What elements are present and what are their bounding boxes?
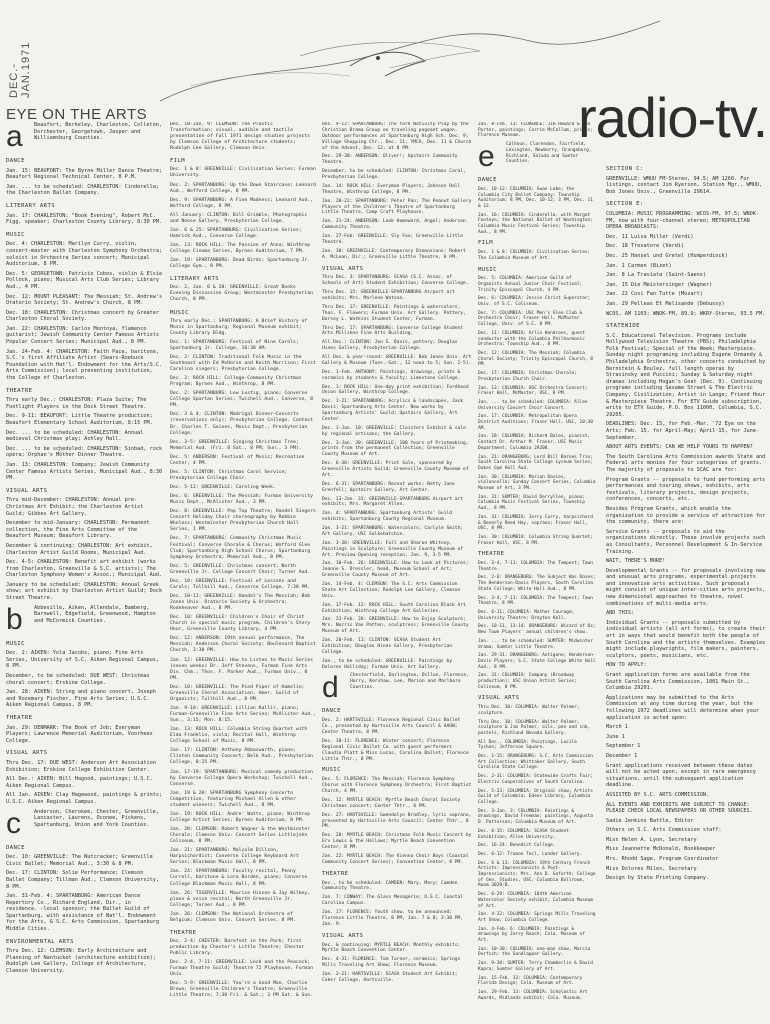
event-listing: WCOS, AM 1103; WNOK-FM, 89.9; WKRY-Stereo, 93.5 FM. (606, 310, 766, 317)
event-listing: All Dec.: AIKEN: Bill Hagood, paintings; U.S.C. Aiken Regional Campus. (6, 776, 153, 789)
section-heading: MUSIC (6, 231, 25, 238)
event-listing: Jan. 4-Feb. 6: COLUMBIA: Paintings & drawings by Jerry Roach; Cola. Museum of Art. (478, 926, 585, 944)
event-listing: Jan. 20-Feb. 11: CLINTON: SCASA Student Art Exhibition; Douglas Hines Gallery, Presbyterian College. (322, 638, 452, 655)
event-listing: AND THIS: (606, 610, 635, 617)
section-heading: MUSIC (478, 266, 497, 273)
column-4 (478, 122, 596, 1004)
event-listing: Miss Helen A. Lyon, Secretary (606, 836, 697, 843)
event-listing: Dec. 13-Jan. 31: GREENVILLE-SPARTANBURG Airport art exhibits; Mrs. Margaret Allen. (322, 496, 464, 508)
event-listing: Jan. 6 & 25: SPARTANBURG: Civilisation Series; Hamrick Aud., Converse College. (170, 227, 302, 239)
event-listing: Grant application forms are available from the South Carolina Arts Commission, 1001 Main St., Columbia 29201. (606, 672, 750, 692)
event-listing: Jan., to be scheduled: GREENVILLE: Paintings by Dolores Halliday; Furman Univ. Art Gallery. (322, 658, 452, 670)
section-heading: VISUAL ARTS (6, 487, 48, 494)
region-block (6, 602, 164, 636)
event-listing: Jan. 30: COLUMBIA: Columbia String Quartet; Fraser Hall, USC, 8 PM. (478, 534, 593, 546)
issue-date: DEC.-JAN.1971 (8, 41, 32, 98)
section-heading: SECTION C: (606, 166, 644, 172)
event-listing: All Dec. & year-round: GREENVILLE: Bob Jones Univ. Art Gallery & Museum (Tues.-Sat., 12 noon to 5; Sun. 2-5). (322, 355, 472, 366)
event-listing: Dec. 27: HARTSVILLE: Gwendolyn Bradley, lyric soprano, presented by Hartsville Arts Council; Center Thtr., 8 PM. (322, 812, 472, 830)
event-listing: Jan. 15 Die Meistersinger (Wagner) (606, 281, 713, 288)
event-listing: December, to be scheduled: DUE WEST: Christmas choral concert; Erskine College. (6, 673, 150, 686)
event-listing: Dec. 2-31: COLUMBIA: Statewide Crafts Fair; Electric Cooperatives of South Carolina. (478, 774, 593, 785)
region-letter: d (322, 671, 339, 705)
event-listing: Jan. 17: COLUMBIA: Metropolitan Opera District Auditions; Fraser Hall, USC, 10:30 AM. (478, 414, 593, 431)
region-counties: Beaufort, Berkeley, Charleston, Colleton, Dorchester, Georgetown, Jasper and Williamsburg Counties. (34, 122, 163, 142)
section-heading: MUSIC (170, 309, 189, 316)
event-listing: Dec. 9-11: BEAUFORT: Little Theatre production; Beaufort Elementary School Auditorium, 8:15 PM. (6, 413, 153, 426)
event-listing: Jan. 3-21: SPARTANBURG: Watercolors; Carlyle Smith; Art Gallery, USC Salkehatchie. (322, 526, 464, 537)
event-listing: Dec. 10: GREENVILLE: Children's Choir of Christ Church in special music program, Children's Story Hour, Greenville County Library, 4 PM. (170, 615, 311, 633)
section-heading: DANCE (478, 177, 497, 184)
event-listing: Dec. 2: ROCK HILL: College-Community Christmas Program; Byrnes Aud., Winthrop, 8 PM. (170, 376, 302, 388)
event-listing: Dec. 10-11, 13-14: ORANGEBURG: Wizard of Oz; New Town Players' annual children's show. (478, 624, 596, 636)
event-listing: Dec. 17: COLUMBIA: Christmas Chorale; Presbyterian Church Choir. (478, 371, 577, 382)
section-heading: THEATRE (322, 870, 349, 877)
event-listing: Design by State Printing Company. (606, 875, 710, 882)
event-listing: Thru early Dec.: SPARTANBURG: A Brief History of Music in Spartanburg; Regional Museum exhibit; County Library Bldg. (170, 318, 308, 336)
event-listing: Jan. 22 Cosi Fan Tutte (Mozart) (606, 291, 703, 298)
event-listing: Dec. 4-31: FLORENCE: Tom Turner, ceramics; Springs Mills Traveling Art Show; Florence Museum. (322, 957, 461, 969)
event-listing: Jan. 4-22: COLUMBIA: Springs Mills Traveling Art Show; Columbia College. (478, 912, 596, 923)
event-listing: Jan. 13: COLUMBIA: USC Orchestra Concert; Fraser Hall, McMaster, USC, 8 PM. (478, 385, 588, 397)
event-listing: Jan. 20: CLEMSON: Robert Wagner & the Westminster Chorale; Clemson Univ. Concert Series Littlejohn Coliseum, 8 PM. (170, 827, 311, 845)
event-listing: GREENVILLE: WMUU FM-Stereo, 94.5; AM 1260. For listings, contact Jim Ryerson, Station Mgr., WMUU, Bob Jones Univ., Greenville 29614. (606, 175, 763, 195)
event-listing: Jan. 24-Feb. 4: CHARLESTON: Faith Pace, baritone, S.C.'s first Affiliate Artist (Sears-Roebuck Foundation with Hat'l. Endowment for the Arts/S.C. Arts Commission); local presenting institution, the College of Charleston. (6, 348, 163, 382)
event-listing: Jan. 26: CLEMSON: The National Orchestra of Belgium; Clemson Univ. Concert Series, 8 PM. (170, 911, 296, 923)
event-listing: S.C. Educational Television. Programs include Hollywood Television Theatre (PBS); Philadelphia Folk Festival; Special of the Week; Masterpiece. Sunday night programing including Eugene Ormandy & Philadelphia Orchestra, other concerts conducted by Bernstein & Boulez, full length operas by Stravinsky and Puccini; Sunday & Saturday night dramas including Hogan's Goat (Dec. 9). Continuing programs including Sesame Street & The Electric Company, Civilization; Artist in Lange; Friend Hour & Masterpiece Theatre. For ETV Guide subscription, write to ETV Guide, P.O. Box 11000, Columbia, S.C. 29205. (606, 332, 766, 418)
event-listing: Jan. 10-Feb. 26: GREENVILLE: How to Look at Pictures; Jeanne S. Dressler, head, Museum School of Art; Greenville County Museum of Art. (322, 561, 469, 579)
event-listing: Dec. 1-15: ORANGEBURG: S.C. Arts Commission Art Collection; Whittaker Gallery, South Carolina State College. (478, 754, 593, 771)
event-listing: Dec. 10-11: FLORENCE: Winter concert; Florence Regional Civic Ballet Co. with guest performers Claudia Platt & Miss Lucas, Carolina Ballet; Florence Little Thtr., 8 PM. (322, 738, 469, 762)
event-listing: December & continuing: CHARLESTON: Art exhibit, Charleston Artist Guild Rooms, Municipal Aud. (6, 542, 153, 556)
event-listing: Jan. 17-Feb. 12: ROCK HILL: South Carolina Black Art Exhibition; Winthrop College Art Galleries. (322, 602, 466, 614)
event-listing: Service Grants -- proposals to aid the organizations directly. These involve projects such as Consultants, Personnel Development & In-Service Training. (606, 528, 766, 555)
event-listing: Jan. 17: CLINTON: Anthony Abbaswarth, piano; Clinton Community Concert; Belk Aud., Presbyterian College, 8:15 PM. (170, 748, 313, 766)
event-listing: Dec. 3-4, 7-11: COLUMBIA: The Tempest; Town Theatre. (478, 561, 593, 572)
event-listing: Thru early Dec.: CHARLESTON: Plaza Suite; The Footlight Players in the Dock Street Theatre. (6, 397, 147, 410)
event-listing: Jan. ... to be scheduled: SUMTER: Midwinter drama; Sumter Little Theatre. (478, 638, 593, 650)
section-heading: DANCE (6, 158, 25, 164)
section-heading: STATEWIDE (606, 323, 640, 330)
region-counties: Anderson, Cherokee, Chester, Greenville, Lancaster, Laurens, Oconee, Pickens, Spartanburg, Union and York Counties. (34, 808, 159, 828)
column-1 (6, 122, 164, 978)
event-listing: All Dec., COLUMBIA: Paintings, Lucile Tychon; Jefferson Square. (478, 739, 577, 751)
event-listing: Dec. 5-23: COLUMBIA: Original show; Artists Guild of Columbia; Edens Library, Columbia College. (478, 788, 593, 805)
event-listing: Dec. 3-Jan. 30: GREENVILLE: 100 Years of Printmaking, prints from the permanent Collection; Greenville County Museum of Art. (322, 440, 469, 458)
event-listing: Dec. ... to be scheduled: CHARLESTON: Annual medieval Christmas play; Ashley Hall. (6, 429, 144, 443)
event-listing: Developmental Grants -- for proposals involving new and unusual arts programs, experimental projects and innovative arts activities. Such proposals might consist of unique inter-cities arts projects, new dimensional approaches to theatre, novel combinations of multi-media arts. (606, 567, 766, 607)
event-listing: Dec. 12: ANDERSON: 19th annual performance, The Messiah; Anderson Choral Society; Boulevard Baptist Church, 3:30 PM. (170, 636, 316, 654)
region-block (6, 122, 164, 152)
event-listing: Mrs. Rhodd Sage, Program Coordinator (606, 856, 719, 863)
section-heading: FILM (478, 240, 494, 247)
region-counties: Chesterfield, Darlington, Dillon, Florence, Horry, Kershaw, Lee, Marion and Marlboro Counties. (350, 673, 469, 691)
event-listing: Dec. 1: ROCK HILL: One-day print exhibition; Fordhood Union Gallery, Winthrop College. (322, 384, 469, 396)
event-listing: Jan. 26: TIGERVILLE: Maurice Hinson & Jay Wilkey, piano & voice recital; North Greenville Jr. College; Turner Aud., 8 PM. (170, 890, 311, 908)
event-listing: Jan. 12: GREENVILLE: How to Listen to Music Series (seven weeks) Dr. Jeff Stevens, Furman Fine Arts Div. Chm.; Thos. F. Parker Aud., Furman Univ., 8 PM. (170, 657, 313, 681)
event-listing: Jan. 13: CHARLESTON: Company; Jewish Community Center Famous Artists Series, Municipal Aud., 8:30 PM. (6, 461, 163, 482)
event-listing: Jan. 4: SPARTANBURG: Spartanburg Artists' Guild exhibits; Spartanburg County Regional Museum. (322, 511, 452, 523)
event-listing: Jan. 16: COLUMBIA: Cinderella, with Margot Fonteyn; the National Ballet of Washington; Columbia Music Festival Series; Township Aud., 8 PM. (478, 212, 593, 235)
event-listing: Dec. 2: HARTSVILLE: Florence Regional Civic Ballet Co., presented by Hartsville Arts Council & AAUW; Center Theatre, 8 PM. (322, 718, 461, 735)
event-listing: Jan. 21: ORANGEBURG: Lord Bill Barnes Trio; South Carolina State College Lyceum Series; Dukes Gym Hall Aud. (478, 454, 593, 471)
region-block (322, 673, 472, 703)
event-listing: Miss Jeannette McDonald, Bookkeeper (606, 846, 716, 853)
event-listing: Dec. 5: ANDERSON: Festival of Music; Recreation Center, 4 PM. (170, 454, 305, 466)
event-listing: Grant applications received between these dates will not be acted upon, except in rare emergency situations, until the subsequent application deadline. (606, 762, 756, 789)
event-listing: Jan. 22: CHARLESTON: Carlos Montoya, flamenco guitarist; Jewish Community Center Famous Artists Popular Concert Series; Municipal Aud., 8 PM. (6, 325, 160, 346)
event-listing: January to be scheduled: CHARLESTON: Annual Greek show; art exhibit by Charleston Artist Guild; Dock Street Theatre. (6, 581, 163, 602)
event-listing: Thru mid-December: CHARLESTON: Annual pre-Christmas Art Exhibit; the Charleston Artist Guild; Gibbes Art Gallery. (6, 497, 144, 517)
section-heading: MUSIC (322, 767, 341, 774)
region-letter: c (6, 806, 21, 840)
event-listing: Thru Dec. 17: GREENVILLE: Paintings & watercolors, Thos. F. Flowers; Furman Univ. Art Gallery. Pottery, Dorsey L. Watkins Student Center, Furman. (322, 304, 466, 322)
event-listing: Jan. 15-Feb. 13: COLUMBIA: Contemporary Florida Design; Cola. Museum of Art. (478, 975, 583, 987)
column-5 (606, 160, 766, 885)
event-listing: Dec. 12: MOUNT PLEASANT: The Messiah; St. Andrew's Oratorio Society; St. Andrew's Church, 8 PM. (6, 293, 163, 307)
event-listing: Jan. 31: SUMTER: David Derryllen, piano; Columbia Music Festival Series, Township Aud., 8 PM. (478, 494, 585, 512)
column-2 (170, 122, 318, 1003)
event-listing: Applications may be submitted to the Arts Commission at any time during the year, but the following 1972 deadlines will determine when your application is acted upon: (606, 694, 760, 721)
event-listing: Jan. 29-31: ORANGEBURG: Antigone; Henderson-Davis Players; S.C. State College White Hall Aud., 8 PM. (478, 653, 596, 670)
event-listing: The South Carolina Arts Commission awards State and Federal arts monies for four categories of grants. The majority of proposals to SCAC are for: (606, 453, 766, 473)
section-heading: VISUAL ARTS (478, 695, 520, 702)
event-listing: All January: CLINTON: Bill Grimble, Photographic and Noose Gallery, Presbyterian College. (170, 212, 308, 224)
section-heading: VISUAL ARTS (6, 750, 48, 757)
section-heading: DANCE (6, 844, 25, 851)
event-listing: Dec. 5: GREENVILLE: Christmas concert; North Greenville Jr. College Concert Choir; Turner Aud. (170, 563, 311, 575)
event-listing: Dec. 9: SPARTANBURG: A Fine Madness; Leonard Aud., Wofford College, 8 PM. (170, 197, 313, 209)
event-listing: Program Grants -- proposals to fund performing arts performances and touring shows, exhibits, arts festivals, literary projects, design projects, conferences, concerts, etc. (606, 476, 766, 503)
event-listing: Dec. 2, Jan. 6 & 20: GREENVILLE: Great Books Evening Discussion Group; Westminster Presbyterian Church, 8 PM. (170, 285, 313, 303)
event-listing: Jan. ... to be scheduled: CHARLESTON: Cinderella; the Charleston Ballet Company. (6, 183, 160, 197)
region-counties: Abbeville, Aiken, Allendale, Bamberg, Barnwell, Edgefield, Greenwood, Hampton and McCormick Counties. (34, 604, 156, 624)
event-listing: Dec. 12: COLUMBIA: The Messiah; Columbia Choral Society; Trinity Episcopal Church, 8 PM. (478, 350, 593, 368)
event-listing: Jan. 10-30: COLUMBIA: one-man show, Marcia Durfsch; the Sandlapper Gallery. (478, 946, 591, 958)
region-block (6, 806, 164, 840)
section-heading: FILM (170, 158, 186, 165)
masthead-title: EYE ON THE ARTS (6, 106, 148, 123)
event-listing: Dec. 1-Jan. 10: GREENVILLE: Cloisters Exhibit & sale by regional artisans; the Gallery. (322, 425, 466, 437)
event-listing: June 1 (606, 733, 625, 740)
event-listing: Jan. 19 & 20: SPARTANBURG Symphony Concerto Competition, featuring Michael Allen & other student winners; Twichell Aud., 8 PM. (170, 790, 296, 808)
event-listing: Jan. 22: MYRTLE BEACH: The Vienna Choir Boys (Coastal Community Concert Series); Convention Center, 8 PM. (322, 853, 469, 865)
event-listing: Dec. 11: COLUMBIA: Arlin Hendrons, guest conductor with the Columbia Philharmonic Orchestra; Township Aud., 8 PM. (478, 330, 585, 348)
event-listing: Dec. 7: COLUMBIA: USC Men's Glee Club & Orchestra Choir; Fraser Hall, McMaster College, Univ. of S.C. 8 PM. (478, 310, 583, 328)
event-listing: Individual Grants -- proposals submitted by individual artists (all art forms), to create their art in ways that would benefit both the people of South Carolina and the artists themselves. Examples might include playwrights, film makers, painters, sculptors, poets, musicians, etc. (606, 619, 766, 659)
event-listing: Dec. ... to be scheduled: CHARLESTON: Sinbad, rock opera; Orphan's Mother Dinner Theatre. (6, 445, 163, 459)
event-listing: Jan. 27-Feb: GREENVILLE: Sly Fox; Greenville Little Theatre. (322, 234, 464, 245)
event-listing: Jan. 18: COLUMBIA: Richard Bales, pianist, Contact Dr. Arthur M. Fraser, USC Music Department, Columbia 29208. (478, 434, 591, 451)
event-listing: ALL EVENTS AND EXHIBITS ARE SUBJECT TO CHANGE: PLEASE CHECK LOCAL NEWSPAPERS OR OTHER SOURCES. (606, 801, 753, 815)
event-listing: Jan. 19: ROCK HILL: Andre' Watts, piano; Winthrop College Artist Series; Byrnes Auditorium, 8 PM. (170, 811, 311, 823)
event-listing: Dec. 5: FLORENCE: The Messiah; Florence Symphony Chorus with Florence Symphony Orchestra; First Baptist Church, 4 PM. (322, 777, 472, 794)
event-listing: December, to be scheduled: CLINTON: Christmas Carol, Presbyterian College. (322, 169, 466, 180)
region-letter: b (6, 602, 23, 636)
event-listing: Jan. 20-22: SPARTANBURG: Peter Pan; The Peanut Gallery Players of the Children's Theatre of Spartanburg Little Theatre, Camp Croft Playhouse. (322, 198, 472, 216)
event-listing: Dec. 10: GREENVILLE: Festival of Lessons and Carols; Tullhill Aud., Converse College, 7:30 PM. (170, 578, 311, 590)
region-letter: a (6, 122, 23, 153)
event-listing: Dec. 5-12: GREENVILLE: Caroling Week. (170, 485, 276, 490)
event-listing: Dec. 1 & 8: GREENVILLE: Civilisation Series; Furman University. (170, 167, 316, 179)
event-listing: Dec. 8: GREENVILLE: Pop Top Theatre; Handel Singers Concert Holiday Choir choreography by Robbie Wholess; Westminster Presbyterian Church Hall Series, 1 PM. (170, 509, 316, 533)
section-heading: VISUAL ARTS (322, 265, 364, 272)
event-listing: Dec. 5: CLINTON: Christmas Carol Service; Presbyterian College Choir. (170, 469, 288, 481)
section-heading: THEATRE (6, 715, 33, 721)
event-listing: March 1 (606, 724, 628, 731)
event-listing: Jan. 21: SPARTANBURG: Malcolm Dillson, Harpsichordist; Converse College Keyboard Art Series; Blackman Music Hall, 8 PM. (170, 848, 299, 866)
event-listing: Jan. 9-10: GREENVILLE: Lillian Kallir, piano; Furman-Greenville Fine Arts Series; McAlister Aud., Sun., 3:15; Mon. 8:15. (170, 705, 316, 724)
event-listing: Dec. 6-12: Trumon Tecl, Lander Gallery. (478, 851, 583, 857)
event-listing: Jan. 28: AIKEN: String and piano concert, Joseph and Rosemary Fischer, Fine Arts Series; U.S.C. Aiken Regional Campus, 8 PM. (6, 689, 156, 709)
event-listing: Thru Dec. 12: CLEMSON: Early Architecture and Planning of Nantucket (architecture exhibition); Rudolph Lee Gallery, College of Architecture, Clemson University. (6, 948, 156, 975)
event-listing: Dec. 7: SPARTANBURG: Community Christmas Music Festival; Converse Chorale & Chorus; Wofford Glee Club; Spartanburg High School Chorus; Spartanburg Symphony Orchestra; Memorial Aud., 8 PM. (170, 536, 311, 560)
event-listing: DEADLINES: Dec. 15, for Feb.-Mar. '72 Eye on the Arts; Feb. 15, for April-May; April 15, for June-September. (606, 421, 760, 441)
section-heading: DANCE (322, 708, 341, 715)
event-listing: Dec. 5-9: GREENVILLE: You're a Good Man, Charlie Brown; Greenville Children's Theatre; Greenville Little Theatre; 7:30 Fri. & Sat.; 3 PM Sat. & Sun. (170, 981, 313, 999)
event-listing: Dec. 2: AIKEN: Yola Jacobs, piano; Fine Arts Series, University of S.C. Aiken Regional Campus, 8 PM. (6, 650, 160, 670)
event-listing: Besides Program Grants, which enable the organization to provide a service of attraction for the community, there are: (606, 505, 766, 526)
event-listing: Thru Dec. 30: COLUMBIA: Walter Palmer, sculpture & Jim Palmer, oils, pen and ink, pastels, Richland Nevada Gallery. (478, 719, 591, 736)
region-letter: e (478, 140, 495, 174)
event-listing: Dec. 18: CHARLESTON: Christmas concert by Greater Charleston Choral Society. (6, 309, 160, 323)
event-listing: Dec. 6-11: COLUMBIA: Mother Courage; University Theatre; Drayton Hall. (478, 610, 575, 621)
event-listing: Dec. 3-4, 7-11: COLUMBIA: The Tempest; Town Theatre, 8 PM. (478, 595, 593, 607)
event-listing: Jan. 23-Feb. 26: GREENVILLE: How to Enjoy Sculpture; Mrs. Norris Van Patten, sculptress; Greenville County Museum of Art. (322, 617, 469, 635)
event-listing: Jan. 3-21: HARTSVILLE: SCASA Student Art Exhibit; Coker College, Hartsville. (322, 972, 458, 983)
section-heading: SECTION E: (606, 201, 644, 208)
event-listing: Jan. 7: CONWAY: The Glass Menagerie; U.S.C. Coastal Carolina Campus. (322, 895, 464, 907)
event-listing: Dec. 1 & 8: COLUMBIA: Civilisation Series; The Columbia Museum of Art. (478, 250, 591, 261)
event-listing: Dec. 5: COLUMBIA: American Guild of Organists Annual Junior Choir Festival; Trinity Episcopal Church, 4 PM. (478, 276, 583, 293)
event-listing: ABOUT ARTS EVENTS: CAN WE HELP YOURS TO HAPPEN? (606, 444, 753, 451)
section-heading: ENVIRONMENTAL ARTS (6, 938, 74, 945)
event-listing: Dec. & continuing: MYRTLE BEACH: Monthly exhibits; Myrtle Beach Convention Center. (322, 942, 461, 954)
event-listing: Dec. 4: CHARLESTON: Marilyn Curry, violin, concert-master with Charleston Symphony Orchestra; soloist in Orchestra Series concert; Municipal Auditorium, 8 PM. (6, 241, 163, 268)
event-listing: Dec. 29-30: ANDERSON: Oliver!; Upstairs Community Theatre. (322, 154, 458, 166)
event-listing: Sadie Jenkins Battle, Editor (606, 817, 694, 824)
event-listing: Jan. 1 Carmen (Bizet) (606, 262, 672, 269)
event-listing: Dec. 11 Luisa Miller (Verdi) (606, 233, 694, 240)
region-block (478, 142, 596, 172)
event-listing: Jan. 29-Feb. 13: COLUMBIA: Scholastic Art Awards, Midlands exhibit; Cola. Museum. (478, 989, 588, 1001)
event-listing: Jan. 8 La Traviata (Saint-Saens) (606, 272, 706, 279)
event-listing: Dec. 6-29: COLUMBIA: 104th American Watercolor Society exhibit; Columbia Museum of Art. (478, 892, 593, 909)
event-listing: Dec. 2-6: ORANGEBURG: The Subject Was Roses; The Henderson-Davis Players, South Carolina State College; White Hall Aud., 8 PM. (478, 575, 596, 592)
section-heading: VISUAL ARTS (322, 932, 364, 939)
event-listing: Thru Dec. 15: GREENVILLE-SPARTANBURG Airport art exhibits; Mrs. Marlene Watson. (322, 290, 455, 301)
event-listing: Thru Dec. 3: SPARTANBURG: SCASA (S.C. Assoc. of Schools of Art) Student Exhibition; Converse College. (322, 275, 469, 287)
event-listing: Jan. 19: SPARTANBURG: Dead Birds; Spartanburg Jr. College Gym., 8 PM. (170, 258, 311, 270)
event-listing: All Jan. AIKEN: Clay Hagewood, paintings & prints; U.S.C. Aiken Regional Campus. (6, 792, 163, 805)
event-listing: Dec. 18 Trovatore (Verdi) (606, 243, 685, 250)
section-heading: LITERARY ARTS (6, 202, 55, 209)
event-listing: Jan. 9-30: SUMTER: Terry Chamberlin & David Kapra; Sumter Gallery of Art. (478, 961, 593, 972)
event-listing: Thru Dec. 17: SPARTANBURG: Converse College Student Arts Milliken Fine Arts Building. (322, 325, 464, 337)
event-listing: Jan. 29 Pelleas Et Melisande (Debussy) (606, 300, 725, 307)
event-listing: Dec. 6-15: COLUMBIA: SCASA Student Exhibition; Allen University. (478, 828, 569, 840)
section-heading: THEATRE (478, 551, 505, 558)
event-listing: Dec. 2: SPARTANBURG: Up the Down Staircase; Leonard Aud., Wofford College, 8 PM. (170, 182, 316, 194)
event-listing: Dec. 9-12: SPARTANBURG: The York Nativity Play by the Christian Drama Group on traveling pageant wagon. Outdoor performances at Spartanburg High Sch. Dec. 9; Village Shopping Ctr., Dec. 11; YMCA, Dec. 11 & Church of the Advent, Dec. 12, at 8 PM. (322, 122, 472, 151)
event-listing: Dec. 6: GREENVILLE: The Messiah; Furman University Music Dept., McAlister Aud., 3 PM. (170, 494, 313, 506)
event-listing: All Dec.: CLINTON: Jon S. Davis, pottery; Douglas Hines Gallery, Presbyterian College. (322, 340, 458, 352)
event-listing: Dec. 2-4: CHESTER: Barefoot in the Park; first production by Chester's Little Theatre; Chester Public Library. (170, 938, 305, 957)
event-listing: Jan. 14: ROCK HILL: Everyman Players; Johnson Hall Theatre, Winthrop College, 8 PM. (322, 183, 461, 195)
section-heading: THEATRE (6, 387, 33, 394)
event-listing: Jan. 31-Feb. 4: SPARTANBURG: American Dance Repertory Co., Richard England, Dir., in residence. -local sponsor, the Ballet Guild of Spartanburg, with assistance of Nat'l. Endowment for the Arts, & S.C. Arts Commission, Spartanburg Middle Cities. (6, 893, 160, 933)
event-listing: Dec. 25 Hansel und Gretel (Humperdinck) (606, 252, 728, 259)
event-listing: Dec. 10: GREENVILLE: The Pied Piper of Hamelin; Greenville Choral Association, Amer. Guild of Organists; Tullhill Aud., 8 PM. (170, 684, 305, 702)
event-listing: Jan. 30: COLUMBIA: Marian Davies, violoncello; Sunday Concert Series, Columbia Museum of Art, 3 PM. (478, 474, 596, 492)
event-listing: Jan. 17: FLORENCE: Youth show, to be announced; Florence Little Theatre, 8 PM, Jan. 7 & 8; 3:30 PM, Jan. 9. (322, 910, 464, 927)
event-listing: Jan. 21-24: ANDERSON: Look Homeward, Angel; Anderson Community Theatre. (322, 219, 466, 231)
event-listing: Dec. 4-5: CHARLESTON: Benefit art exhibit (works from Charleston, Greenville & S.C. artists); The Charleston Symphony Women's Assoc.; Municipal Aud. (6, 559, 163, 579)
event-listing: Dec. 17: CLINTON: Solie Performance; Clemson Ballet Company; Tillman Aud., Clemson University, 8 PM. (6, 870, 160, 890)
event-listing: Jan. 13: ROCK HILL: Columbia String Quartet with Elda Franklin, viola; Recital Hall, Winthrop College School of Music, 8 PM. (170, 727, 308, 745)
event-listing: Dec. 16-24: Benedict College. (478, 843, 556, 849)
event-listing: Jan. 15: BEAUFORT: The Byrne Miller Dance Theatre; Beaufort Regional Technical Center, 8 P.M. (6, 167, 163, 181)
event-listing: Dec. 20: MYRTLE BEACH: Christmas Folk Music Concert by Erv Lewis & the Hallows; Myrtle Beach Convention Center, 8 PM. (322, 833, 472, 850)
event-listing: ASSISTED BY S.C. ARTS COMMISSION. (606, 791, 710, 798)
event-listing: Dec. 5: GEORGETOWN: Patricio Cobos, violin & Elsie Pollock, piano; Musical Arts Club Series; Library Aud., 4 PM. (6, 270, 163, 290)
event-listing: Dec. 10: GREENVILLE: The Nutcracker; Greenville Civic Ballet; Memorial Aud., 3:30 & 8 PM. (6, 854, 153, 867)
event-listing: Thru Dec. 17: DUE WEST: Anderson Art Association Exhibition; Erskine College Exhibition Center. (6, 759, 156, 773)
event-listing: September 1 (606, 743, 641, 750)
event-listing: December 1 (606, 752, 638, 759)
event-listing: Jan. 14-Feb. 4: CLEMSON: The S.C. Arts Commission State Art Collection; Rudolph Lee Gallery, Clemson Univ. (322, 582, 461, 599)
event-listing: Jan. 13: ROCK HILL: The Passion of Anna; Winthrop College Cinema Series, Byrnes Auditorium, 7 PM. (170, 243, 311, 255)
event-listing: Jan. ... to be scheduled: COLUMBIA: Allen University Concert Choir Concert. (478, 399, 588, 411)
section-heading: THEATRE (170, 929, 197, 936)
event-listing: Jan. 17: CHARLESTON: "Book Evening", Robert McC. Figg, speaker; Charleston County Library, 8:30 PM. (6, 212, 163, 226)
event-listing: Dec., to be scheduled: CAMDEN: Mary, Mary; Camden Community Theatre. (322, 880, 458, 892)
event-listing: Miss Dolores Miles, Secretary (606, 865, 697, 872)
event-listing: Dec. 10-12: COLUMBIA: Swan Lake; the Columbia City Ballet Company; Township Auditorium; 8 PM, Dec. 10-12; 3 PM, Dec. 11 & 12. (478, 186, 593, 209)
event-listing: COLUMBIA: MUSIC PROGRAMMING: WCOS-FM, 97.5; WNOK-FM, now with four-channel stereo; METROPOLITAN OPERA BROADCASTS: (606, 210, 760, 231)
event-listing: Dec. 3-5: GREENVILLE: Singing Christmas Tree; Memorial Aud. (Fri. 8 Sat., 8 PM; Sun., 3 PM). (170, 439, 302, 451)
event-listing: Dec. 2-4, 7-11: GREENVILLE: Lock and the Peacock; Furman Theatre Guild; Theatre 72 Playhouse, Furman Univ. (170, 960, 313, 978)
event-listing: Dec. 6: COLUMBIA: Jessie Christ Superstar; Univ. of S.C. Coliseum. (478, 296, 591, 308)
event-listing: Jan. 31: COLUMBIA: Jerry Curry, harpsichord & Beverly Reed Hay, soprano; Fraser Hall, USC, 8 PM. (478, 514, 593, 532)
column-3 (322, 122, 472, 987)
event-listing: Dec. 1-Feb. ANTHONY: Paintings, drawings, prints & ceramics by students & faculty; Limestone College. (322, 369, 461, 381)
event-listing: Jan. 3-30: GREENVILLE: Fall and Sharon Whitney, Paintings in Sculpture; Greenville County Museum of Art. Preview Opening reception, Jan. 9, 3-5 PM. (322, 540, 464, 558)
event-listing: Thru Dec. 30: COLUMBIA: Walter Palmer, sculpture. (478, 705, 580, 716)
event-listing: Dec. 1: SPARTANBURG: Festival of Nine Carols; Spartanburg Jr. College, 10:30 AM. (170, 339, 299, 351)
event-listing: Dec. 6-31: SPARTANBURG: Recent works; Betty Jane Grenfell; Upstairs Gallery, Art Center. (322, 481, 455, 493)
event-listing: Dec. 3 & 4: CLINTON: Madrigal Dinner—Concerts (reservations only); Presbyterian College. Contact Dr. Charles T. Gaines, Music Dept., Presbyterian College. (170, 412, 313, 436)
section-heading: LITERARY ARTS (170, 276, 219, 283)
event-listing: Others on S.C. Arts Commission staff: (606, 827, 722, 834)
event-listing: Jan. 17-19: SPARTANBURG: Musical comedy production by Converse College Opera Workshop; Twichell Aud., Converse. (170, 769, 313, 787)
event-listing: Dec. 2: SPARTANBURG: Lew Lustig, piano; Converse College Spartan Series; Twichell Aud., Converse, 8 PM. (170, 391, 313, 409)
section-heading: MUSIC (6, 640, 25, 647)
event-listing: Dec. 3-Jan. 3: COLUMBIA: Paintings & drawings, David Freeman; paintings, Augusta D. Patterson; Columbia Museum of Art. (478, 808, 593, 826)
event-listing: Jan. 30: GREENVILLE: Contemporary Dimensions: Robert A. McLean, Dir.; Greenville Little Theatre, 8 PM. (322, 248, 466, 260)
event-listing: Dec. 6-30: GREENVILLE: Print Sale, sponsored by Greenville Artists Guild; Greenville County Museum of Art. (322, 461, 469, 478)
event-listing: Dec. 6 & 13: COLUMBIA: 19th Century French Artists: Impressionists & Post-Impressionists; Mrs. Ann D. Goforth; College of Gen. Studies, USC, Columbia Ballroom, Room 3020-B. (478, 860, 596, 889)
event-listing: Jan. 24: SPARTANBURG: Faculty recital, Penny Currell, baritone & Lora Borden, piano; Converse College Blackman Music Hall, 8 PM. (170, 869, 308, 887)
radio-tv-logo: radio-tv. (578, 86, 768, 149)
event-listing: Dec. 18-Jan. 9: CLEMSON: The Plastic Transformation; visual, audible and tactile presentation of Fall 1971 design studies projects by Clemson College of Architecture students; Rudolph Lee Gallery, Clemson Univ. (170, 122, 311, 152)
region-counties: Calhoun, Clarendon, Fairfield, Lexington, Newberry, Orangeburg, Richland, Saluda and Sumter Counties. (506, 142, 592, 165)
event-listing: December to mid-January: CHARLESTON: Permanent collection, the Fine Arts Committee of the Beaufort Museum; Beaufort Library. (6, 520, 150, 540)
event-listing: Dec. 1-21: SPARTANBURG: Acrylics & landscapes, Jack Davis; Spartanburg Arts Center. New works by Spartanburg Artists' Guild; Upstairs Gallery, Art Center. (322, 399, 464, 422)
event-listing: Dec. 12: MYRTLE BEACH: Myrtle Beach Choral Society Christmas concert; Center Thtr., 8 PM. (322, 797, 461, 809)
event-listing: Jan. 29: DENMARK: The Book of Job; Everyman Players; Lawrence Memorial Auditorium, Voorhees College. (6, 724, 153, 744)
event-listing: WAIT, THERE'S MORE! (606, 558, 666, 565)
event-listing: Jan. 31: COLUMBIA: Company (Broadway production); USC Union Artist Series; Coliseum, 8 PM. (478, 673, 577, 690)
event-listing: HOW TO APPLY: (606, 662, 647, 669)
event-listing: Jan. 8-Feb. 13: FLORENCE: Jim Howard & Ron Porter, paintings; Carrie McCallum, prints; Florence Museum. (478, 122, 593, 139)
event-listing: Dec. 10-11: GREENVILLE: Handel's The Messiah; Bob Jones Univ. Oratorio Society & Orchestra; Rodeheaver Aud., 8 PM. (170, 593, 311, 612)
event-listing: Dec. 2: CLINTON: Traditional Folk Music in the Southeast with Ed McHorse and Keith Morrison; First Carolina singers; Presbyterian College. (170, 354, 316, 372)
